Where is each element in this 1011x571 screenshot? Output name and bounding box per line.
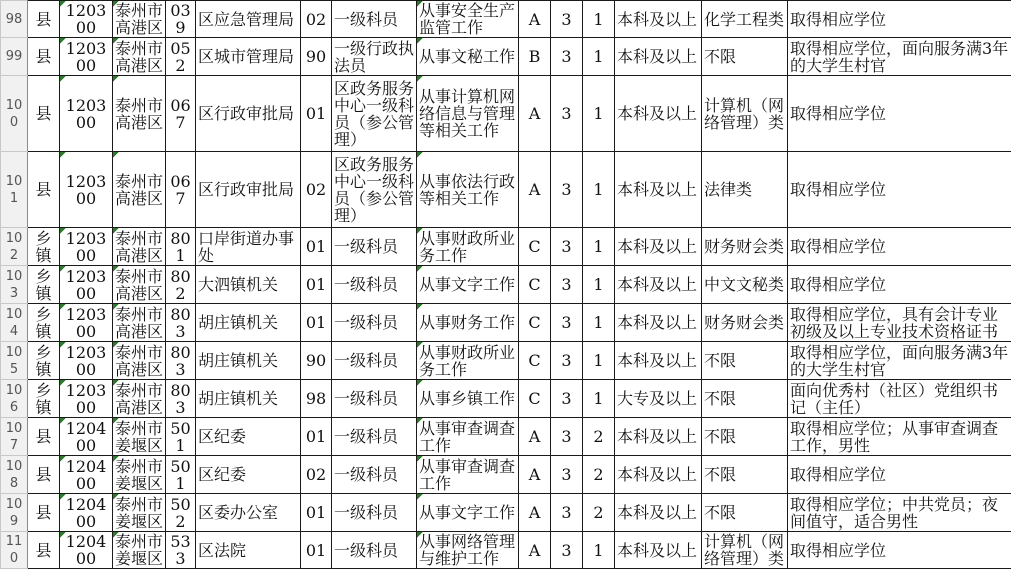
other-cell[interactable]: 取得相应学位 — [788, 456, 1011, 494]
code-cell[interactable]: 120300 — [60, 342, 113, 380]
dept-cell[interactable]: 胡庄镇机关 — [196, 304, 301, 342]
dept-cell[interactable]: 区法院 — [196, 532, 301, 569]
position-cell[interactable]: 区政务服务中心一级科员（参公管理） — [332, 76, 417, 152]
position-cell[interactable]: 一级科员 — [332, 418, 417, 456]
position-cell[interactable]: 一级科员 — [332, 266, 417, 304]
row-number[interactable]: 98 — [1, 1, 28, 38]
dept-cell[interactable]: 大泗镇机关 — [196, 266, 301, 304]
area-cell[interactable]: 泰州市高港区 — [113, 304, 166, 342]
row-number[interactable]: 102 — [1, 228, 28, 266]
dept-cell[interactable]: 胡庄镇机关 — [196, 380, 301, 418]
other-cell[interactable]: 取得相应学位；中共党员；夜间值守，适合男性 — [788, 494, 1011, 532]
dept-cell[interactable]: 区城市管理局 — [196, 38, 301, 76]
category-cell[interactable]: C — [519, 304, 551, 342]
position-cell[interactable]: 一级科员 — [332, 532, 417, 569]
level-cell[interactable]: 县 — [28, 456, 60, 494]
row-number[interactable]: 108 — [1, 456, 28, 494]
category-cell[interactable]: A — [519, 152, 551, 228]
ratio-cell[interactable]: 3 — [551, 1, 583, 38]
ratio-cell[interactable]: 3 — [551, 418, 583, 456]
level-cell[interactable]: 乡镇 — [28, 266, 60, 304]
category-cell[interactable]: A — [519, 532, 551, 569]
dept-code-cell[interactable]: 803 — [166, 380, 196, 418]
count-cell[interactable]: 2 — [583, 494, 615, 532]
area-cell[interactable]: 泰州市高港区 — [113, 342, 166, 380]
duty-cell[interactable]: 从事文字工作 — [417, 266, 519, 304]
duty-cell[interactable]: 从事审查调查工作 — [417, 418, 519, 456]
code-cell[interactable]: 120300 — [60, 152, 113, 228]
position-cell[interactable]: 一级科员 — [332, 228, 417, 266]
other-cell[interactable]: 取得相应学位，面向服务满3年的大学生村官 — [788, 38, 1011, 76]
dept-cell[interactable]: 区纪委 — [196, 418, 301, 456]
category-cell[interactable]: B — [519, 38, 551, 76]
other-cell[interactable]: 取得相应学位 — [788, 266, 1011, 304]
category-cell[interactable]: A — [519, 1, 551, 38]
table-row — [1, 532, 1011, 569]
table-row — [1, 494, 1011, 532]
major-cell[interactable]: 不限 — [702, 342, 788, 380]
duty-cell[interactable]: 从事乡镇工作 — [417, 380, 519, 418]
other-cell[interactable]: 取得相应学位 — [788, 76, 1011, 152]
other-cell[interactable]: 取得相应学位 — [788, 152, 1011, 228]
count-cell[interactable]: 1 — [583, 38, 615, 76]
education-cell[interactable]: 本科及以上 — [615, 456, 702, 494]
code-cell[interactable]: 120300 — [60, 266, 113, 304]
code-cell[interactable]: 120300 — [60, 38, 113, 76]
level-cell[interactable]: 县 — [28, 418, 60, 456]
major-cell[interactable]: 中文文秘类 — [702, 266, 788, 304]
ratio-cell[interactable]: 3 — [551, 304, 583, 342]
education-cell[interactable]: 大专及以上 — [615, 380, 702, 418]
table-row — [1, 152, 1011, 228]
table-body — [1, 1, 1011, 569]
table-row — [1, 1, 1011, 38]
education-cell[interactable]: 本科及以上 — [615, 342, 702, 380]
area-cell[interactable]: 泰州市高港区 — [113, 76, 166, 152]
row-number[interactable]: 107 — [1, 418, 28, 456]
area-cell[interactable]: 泰州市姜堰区 — [113, 532, 166, 569]
ratio-cell[interactable]: 3 — [551, 494, 583, 532]
dept-code-cell[interactable]: 067 — [166, 76, 196, 152]
count-cell[interactable]: 1 — [583, 76, 615, 152]
area-cell[interactable]: 泰州市姜堰区 — [113, 494, 166, 532]
dept-code-cell[interactable]: 067 — [166, 152, 196, 228]
pos-code-cell[interactable]: 01 — [301, 532, 332, 569]
dept-code-cell[interactable]: 502 — [166, 494, 196, 532]
pos-code-cell[interactable]: 90 — [301, 342, 332, 380]
area-cell[interactable]: 泰州市高港区 — [113, 152, 166, 228]
table-row — [1, 456, 1011, 494]
level-cell[interactable]: 县 — [28, 1, 60, 38]
code-cell[interactable]: 120300 — [60, 380, 113, 418]
position-cell[interactable]: 一级行政执法员 — [332, 38, 417, 76]
dept-code-cell[interactable]: 052 — [166, 38, 196, 76]
table-row — [1, 266, 1011, 304]
major-cell[interactable]: 计算机（网络管理）类 — [702, 76, 788, 152]
code-cell[interactable]: 120400 — [60, 418, 113, 456]
dept-code-cell[interactable]: 803 — [166, 304, 196, 342]
major-cell[interactable]: 不限 — [702, 494, 788, 532]
duty-cell[interactable]: 从事财务工作 — [417, 304, 519, 342]
ratio-cell[interactable]: 3 — [551, 456, 583, 494]
count-cell[interactable]: 1 — [583, 380, 615, 418]
dept-code-cell[interactable]: 039 — [166, 1, 196, 38]
row-number[interactable]: 101 — [1, 152, 28, 228]
count-cell[interactable]: 1 — [583, 304, 615, 342]
row-number[interactable]: 110 — [1, 532, 28, 569]
count-cell[interactable]: 2 — [583, 418, 615, 456]
table-row — [1, 76, 1011, 152]
major-cell[interactable]: 不限 — [702, 418, 788, 456]
ratio-cell[interactable]: 3 — [551, 152, 583, 228]
ratio-cell[interactable]: 3 — [551, 228, 583, 266]
other-cell[interactable]: 面向优秀村（社区）党组织书记（主任） — [788, 380, 1011, 418]
dept-cell[interactable]: 区纪委 — [196, 456, 301, 494]
category-cell[interactable]: A — [519, 76, 551, 152]
other-cell[interactable]: 取得相应学位；从事审查调查工作，男性 — [788, 418, 1011, 456]
pos-code-cell[interactable]: 01 — [301, 418, 332, 456]
position-cell[interactable]: 一级科员 — [332, 304, 417, 342]
code-cell[interactable]: 120400 — [60, 532, 113, 569]
table-row — [1, 304, 1011, 342]
category-cell[interactable]: C — [519, 380, 551, 418]
position-cell[interactable]: 一级科员 — [332, 380, 417, 418]
area-cell[interactable]: 泰州市高港区 — [113, 38, 166, 76]
code-cell[interactable]: 120400 — [60, 456, 113, 494]
code-cell[interactable]: 120400 — [60, 494, 113, 532]
count-cell[interactable]: 1 — [583, 228, 615, 266]
level-cell[interactable]: 乡镇 — [28, 304, 60, 342]
education-cell[interactable]: 本科及以上 — [615, 76, 702, 152]
area-cell[interactable]: 泰州市高港区 — [113, 228, 166, 266]
dept-code-cell[interactable]: 803 — [166, 342, 196, 380]
ratio-cell[interactable]: 3 — [551, 38, 583, 76]
education-cell[interactable]: 本科及以上 — [615, 532, 702, 569]
duty-cell[interactable]: 从事财政所业务工作 — [417, 228, 519, 266]
count-cell[interactable]: 1 — [583, 152, 615, 228]
pos-code-cell[interactable]: 98 — [301, 380, 332, 418]
level-cell[interactable]: 县 — [28, 152, 60, 228]
pos-code-cell[interactable]: 02 — [301, 152, 332, 228]
dept-cell[interactable]: 区行政审批局 — [196, 76, 301, 152]
pos-code-cell[interactable]: 01 — [301, 228, 332, 266]
position-cell[interactable]: 一级科员 — [332, 494, 417, 532]
row-number[interactable]: 109 — [1, 494, 28, 532]
pos-code-cell[interactable]: 01 — [301, 266, 332, 304]
dept-cell[interactable]: 胡庄镇机关 — [196, 342, 301, 380]
level-cell[interactable]: 乡镇 — [28, 228, 60, 266]
duty-cell[interactable]: 从事财政所业务工作 — [417, 342, 519, 380]
dept-code-cell[interactable]: 801 — [166, 228, 196, 266]
area-cell[interactable]: 泰州市高港区 — [113, 380, 166, 418]
major-cell[interactable]: 不限 — [702, 456, 788, 494]
dept-code-cell[interactable]: 501 — [166, 418, 196, 456]
pos-code-cell[interactable]: 01 — [301, 76, 332, 152]
area-cell[interactable]: 泰州市姜堰区 — [113, 456, 166, 494]
education-cell[interactable]: 本科及以上 — [615, 418, 702, 456]
category-cell[interactable]: C — [519, 266, 551, 304]
education-cell[interactable]: 本科及以上 — [615, 228, 702, 266]
duty-cell[interactable]: 从事网络管理与维护工作 — [417, 532, 519, 569]
pos-code-cell[interactable]: 02 — [301, 456, 332, 494]
education-cell[interactable]: 本科及以上 — [615, 266, 702, 304]
ratio-cell[interactable]: 3 — [551, 532, 583, 569]
code-cell[interactable]: 120300 — [60, 228, 113, 266]
duty-cell[interactable]: 从事依法行政等相关工作 — [417, 152, 519, 228]
count-cell[interactable]: 2 — [583, 456, 615, 494]
duty-cell[interactable]: 从事安全生产监管工作 — [417, 1, 519, 38]
row-number[interactable]: 104 — [1, 304, 28, 342]
ratio-cell[interactable]: 3 — [551, 76, 583, 152]
table-row — [1, 342, 1011, 380]
row-number[interactable]: 100 — [1, 76, 28, 152]
area-cell[interactable]: 泰州市高港区 — [113, 266, 166, 304]
pos-code-cell[interactable]: 02 — [301, 1, 332, 38]
code-cell[interactable]: 120300 — [60, 304, 113, 342]
category-cell[interactable]: A — [519, 418, 551, 456]
position-cell[interactable]: 一级科员 — [332, 1, 417, 38]
major-cell[interactable]: 不限 — [702, 38, 788, 76]
education-cell[interactable]: 本科及以上 — [615, 494, 702, 532]
level-cell[interactable]: 县 — [28, 532, 60, 569]
level-cell[interactable]: 县 — [28, 76, 60, 152]
row-number[interactable]: 103 — [1, 266, 28, 304]
major-cell[interactable]: 不限 — [702, 380, 788, 418]
table-row — [1, 380, 1011, 418]
other-cell[interactable]: 取得相应学位，具有会计专业初级及以上专业技术资格证书 — [788, 304, 1011, 342]
dept-cell[interactable]: 区委办公室 — [196, 494, 301, 532]
pos-code-cell[interactable]: 90 — [301, 38, 332, 76]
education-cell[interactable]: 本科及以上 — [615, 1, 702, 38]
count-cell[interactable]: 1 — [583, 532, 615, 569]
row-number[interactable]: 99 — [1, 38, 28, 76]
count-cell[interactable]: 1 — [583, 1, 615, 38]
other-cell[interactable]: 取得相应学位 — [788, 532, 1011, 569]
row-number[interactable]: 106 — [1, 380, 28, 418]
major-cell[interactable]: 法律类 — [702, 152, 788, 228]
education-cell[interactable]: 本科及以上 — [615, 304, 702, 342]
ratio-cell[interactable]: 3 — [551, 266, 583, 304]
table-row — [1, 228, 1011, 266]
category-cell[interactable]: C — [519, 342, 551, 380]
duty-cell[interactable]: 从事文秘工作 — [417, 38, 519, 76]
duty-cell[interactable]: 从事审查调查工作 — [417, 456, 519, 494]
other-cell[interactable]: 取得相应学位 — [788, 1, 1011, 38]
dept-cell[interactable]: 口岸街道办事处 — [196, 228, 301, 266]
dept-code-cell[interactable]: 533 — [166, 532, 196, 569]
dept-cell[interactable]: 区应急管理局 — [196, 1, 301, 38]
table-row — [1, 38, 1011, 76]
major-cell[interactable]: 计算机（网络管理）类 — [702, 532, 788, 569]
table-row — [1, 418, 1011, 456]
category-cell[interactable]: A — [519, 456, 551, 494]
pos-code-cell[interactable]: 01 — [301, 304, 332, 342]
other-cell[interactable]: 取得相应学位 — [788, 228, 1011, 266]
level-cell[interactable]: 县 — [28, 38, 60, 76]
level-cell[interactable]: 乡镇 — [28, 380, 60, 418]
position-cell[interactable]: 区政务服务中心一级科员（参公管理） — [332, 152, 417, 228]
education-cell[interactable]: 本科及以上 — [615, 38, 702, 76]
pos-code-cell[interactable]: 01 — [301, 494, 332, 532]
count-cell[interactable]: 1 — [583, 266, 615, 304]
ratio-cell[interactable]: 3 — [551, 342, 583, 380]
duty-cell[interactable]: 从事文字工作 — [417, 494, 519, 532]
dept-code-cell[interactable]: 802 — [166, 266, 196, 304]
duty-cell[interactable]: 从事计算机网络信息与管理等相关工作 — [417, 76, 519, 152]
major-cell[interactable]: 财务财会类 — [702, 228, 788, 266]
code-cell[interactable]: 120300 — [60, 76, 113, 152]
ratio-cell[interactable]: 3 — [551, 380, 583, 418]
row-number[interactable]: 105 — [1, 342, 28, 380]
major-cell[interactable]: 化学工程类 — [702, 1, 788, 38]
education-cell[interactable]: 本科及以上 — [615, 152, 702, 228]
category-cell[interactable]: C — [519, 228, 551, 266]
level-cell[interactable]: 乡镇 — [28, 342, 60, 380]
major-cell[interactable]: 财务财会类 — [702, 304, 788, 342]
dept-cell[interactable]: 区行政审批局 — [196, 152, 301, 228]
level-cell[interactable]: 县 — [28, 494, 60, 532]
count-cell[interactable]: 1 — [583, 342, 615, 380]
area-cell[interactable]: 泰州市姜堰区 — [113, 418, 166, 456]
other-cell[interactable]: 取得相应学位，面向服务满3年的大学生村官 — [788, 342, 1011, 380]
area-cell[interactable]: 泰州市高港区 — [113, 1, 166, 38]
code-cell[interactable]: 120300 — [60, 1, 113, 38]
category-cell[interactable]: A — [519, 494, 551, 532]
position-cell[interactable]: 一级科员 — [332, 342, 417, 380]
position-cell[interactable]: 一级科员 — [332, 456, 417, 494]
dept-code-cell[interactable]: 501 — [166, 456, 196, 494]
